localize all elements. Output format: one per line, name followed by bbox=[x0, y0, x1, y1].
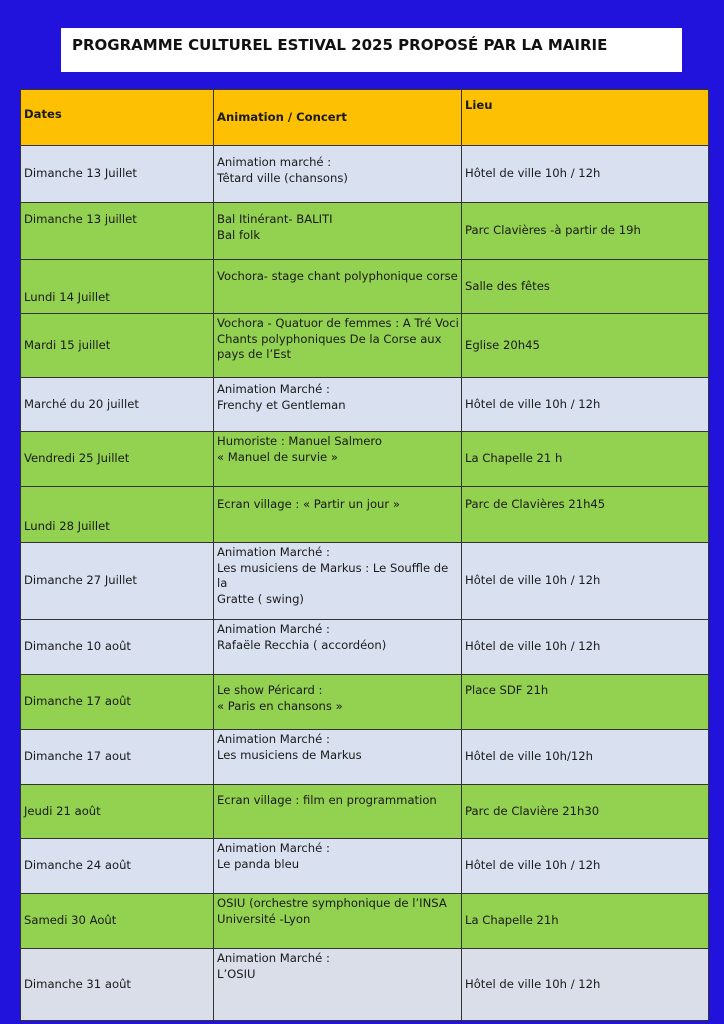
row-animation: Vochora - Quatuor de femmes : A Tré Voci Chants polyphoniques De la Corse aux pays de l’Est bbox=[214, 314, 462, 378]
row-date: Dimanche 17 aout bbox=[21, 730, 214, 785]
program-table bbox=[20, 89, 709, 1021]
row-animation: Animation Marché : L’OSIU bbox=[214, 949, 462, 1021]
row-animation: Vochora- stage chant polyphonique corse bbox=[214, 260, 462, 314]
table-row bbox=[21, 543, 709, 620]
header-animation: Animation / Concert bbox=[214, 90, 462, 146]
row-lieu: Eglise 20h45 bbox=[462, 314, 709, 378]
row-lieu: Hôtel de ville 10h / 12h bbox=[462, 839, 709, 894]
row-date: Dimanche 13 Juillet bbox=[21, 146, 214, 203]
row-animation: Animation Marché : Le panda bleu bbox=[214, 839, 462, 894]
row-lieu: Salle des fêtes bbox=[462, 260, 709, 314]
row-date: Lundi 14 Juillet bbox=[21, 260, 214, 314]
row-animation: Le show Péricard : « Paris en chansons » bbox=[214, 675, 462, 730]
row-date: Mardi 15 juillet bbox=[21, 314, 214, 378]
table-row bbox=[21, 785, 709, 839]
table-header-row bbox=[21, 90, 709, 146]
row-lieu: Hôtel de ville 10h / 12h bbox=[462, 543, 709, 620]
table-row bbox=[21, 949, 709, 1021]
row-lieu: La Chapelle 21h bbox=[462, 894, 709, 949]
page-title: PROGRAMME CULTUREL ESTIVAL 2025 PROPOSÉ PAR LA MAIRIE bbox=[72, 36, 608, 54]
row-lieu: Hôtel de ville 10h / 12h bbox=[462, 378, 709, 432]
row-lieu: Hôtel de ville 10h / 12h bbox=[462, 146, 709, 203]
row-animation: Animation Marché : Rafaële Recchia ( accordéon) bbox=[214, 620, 462, 675]
row-date: Vendredi 25 Juillet bbox=[21, 432, 214, 487]
row-animation: Ecran village : « Partir un jour » bbox=[214, 487, 462, 543]
row-animation: Humoriste : Manuel Salmero « Manuel de survie » bbox=[214, 432, 462, 487]
row-lieu: Parc de Clavière 21h30 bbox=[462, 785, 709, 839]
row-lieu: Hôtel de ville 10h / 12h bbox=[462, 949, 709, 1021]
row-date: Dimanche 24 août bbox=[21, 839, 214, 894]
row-lieu: Place SDF 21h bbox=[462, 675, 709, 730]
row-animation: Animation marché : Têtard ville (chansons) bbox=[214, 146, 462, 203]
header-dates: Dates bbox=[21, 90, 214, 146]
row-date: Jeudi 21 août bbox=[21, 785, 214, 839]
row-date: Dimanche 13 juillet bbox=[21, 203, 214, 260]
table-row bbox=[21, 260, 709, 314]
row-lieu: Parc Clavières -à partir de 19h bbox=[462, 203, 709, 260]
table-row bbox=[21, 730, 709, 785]
row-date: Dimanche 27 Juillet bbox=[21, 543, 214, 620]
table-row bbox=[21, 314, 709, 378]
row-lieu: Parc de Clavières 21h45 bbox=[462, 487, 709, 543]
table-row bbox=[21, 894, 709, 949]
header-lieu: Lieu bbox=[462, 90, 709, 146]
row-date: Samedi 30 Août bbox=[21, 894, 214, 949]
table-row bbox=[21, 487, 709, 543]
title-box bbox=[61, 28, 682, 72]
row-animation: Animation Marché : Les musiciens de Markus bbox=[214, 730, 462, 785]
row-date: Dimanche 17 août bbox=[21, 675, 214, 730]
row-animation: OSIU (orchestre symphonique de l’INSA Université -Lyon bbox=[214, 894, 462, 949]
row-animation: Ecran village : film en programmation bbox=[214, 785, 462, 839]
row-lieu: Hôtel de ville 10h / 12h bbox=[462, 620, 709, 675]
table-row bbox=[21, 839, 709, 894]
row-date: Marché du 20 juillet bbox=[21, 378, 214, 432]
row-date: Dimanche 31 août bbox=[21, 949, 214, 1021]
table-row bbox=[21, 432, 709, 487]
row-lieu: Hôtel de ville 10h/12h bbox=[462, 730, 709, 785]
table-row bbox=[21, 675, 709, 730]
table-row bbox=[21, 378, 709, 432]
row-date: Lundi 28 Juillet bbox=[21, 487, 214, 543]
row-date: Dimanche 10 août bbox=[21, 620, 214, 675]
row-lieu: La Chapelle 21 h bbox=[462, 432, 709, 487]
row-animation: Animation Marché : Les musiciens de Markus : Le Souffle de la Gratte ( swing) bbox=[214, 543, 462, 620]
row-animation: Animation Marché : Frenchy et Gentleman bbox=[214, 378, 462, 432]
table-row bbox=[21, 620, 709, 675]
table-row bbox=[21, 146, 709, 203]
table-row bbox=[21, 203, 709, 260]
row-animation: Bal Itinérant- BALITI Bal folk bbox=[214, 203, 462, 260]
